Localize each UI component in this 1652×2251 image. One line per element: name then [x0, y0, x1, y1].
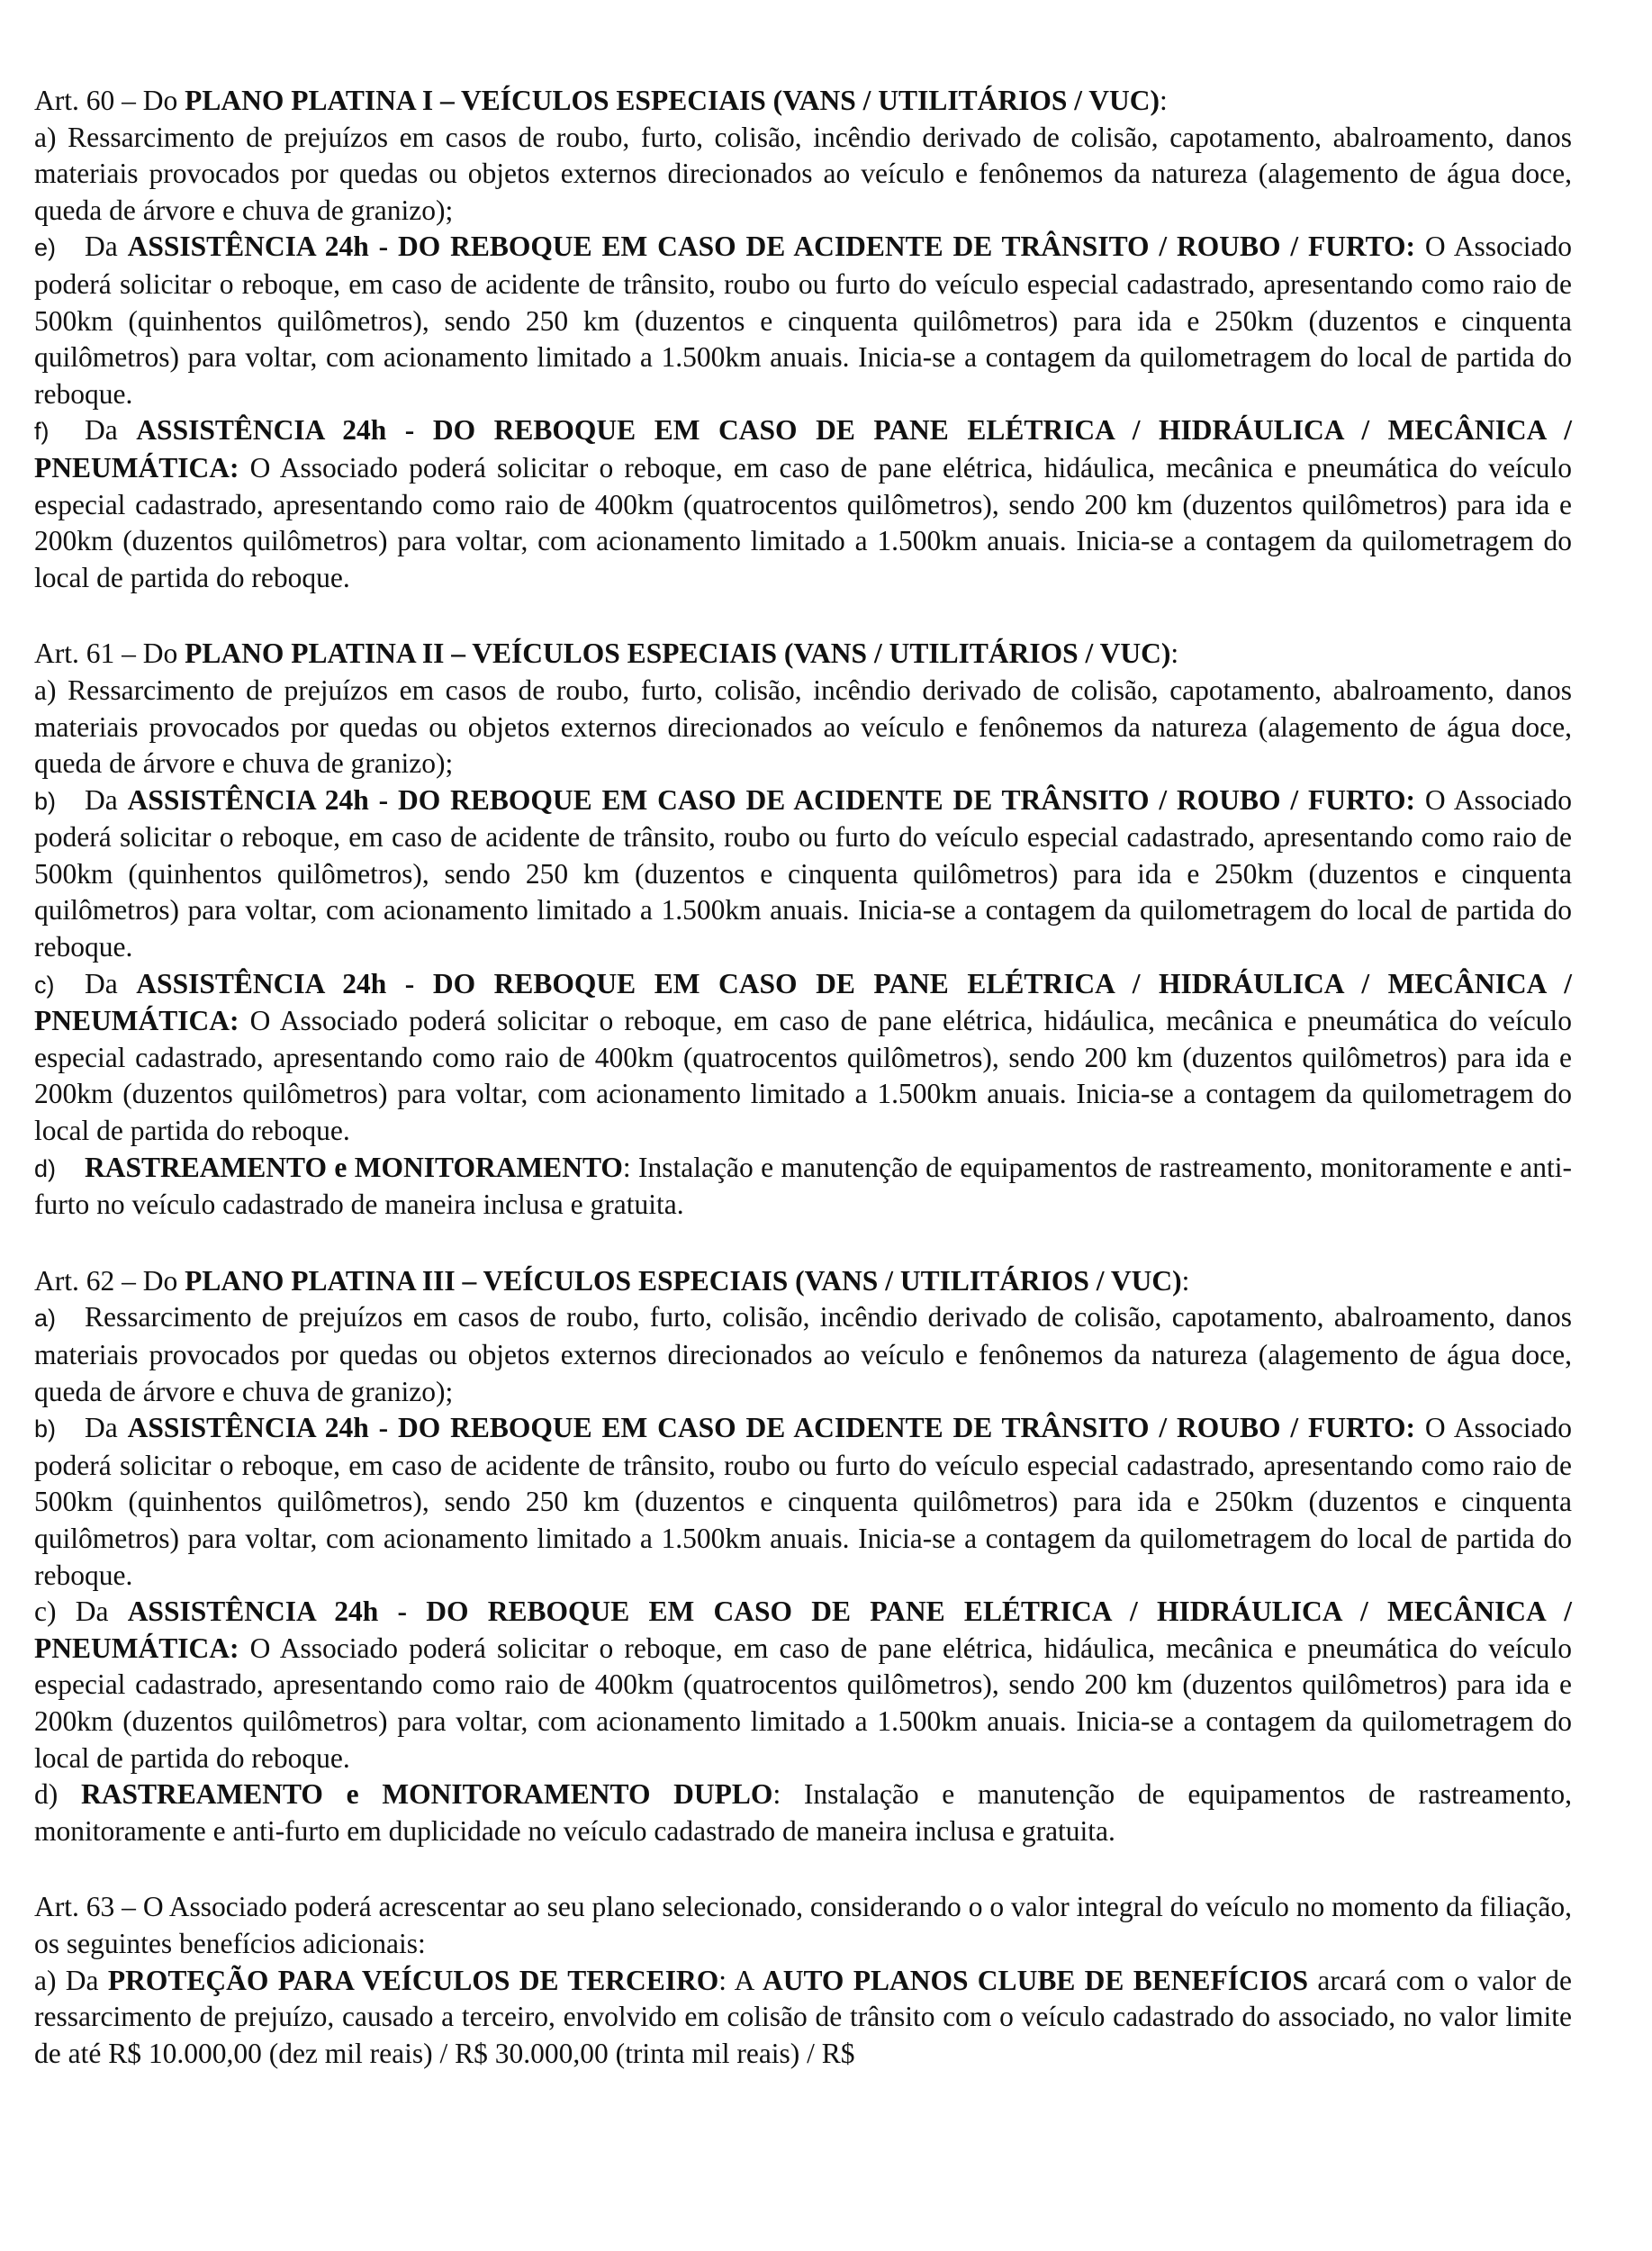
section-gap — [34, 1849, 1572, 1889]
item-text: O Associado poderá solicitar o reboque, em caso de pane elétrica, hidáulica, mecânica e pneumática do veículo especial cadastrado, apresentando como raio de 400km (quatrocentos quilômetros), sendo 200 km (duzentos quilômetros) para ida e 200km (duzentos quilômetros) para voltar, com acionamento limitado a 1.500km anuais. Inicia-se a contagem da quilometragem do local de partida do reboque. — [34, 451, 1572, 593]
item-marker: c) Da — [34, 1596, 128, 1628]
art61-prefix: Art. 61 – Do — [34, 637, 185, 670]
item-bold: ASSISTÊNCIA 24h - DO REBOQUE EM CASO DE ACIDENTE DE TRÂNSITO / ROUBO / FURTO: — [127, 783, 1416, 816]
art61-heading — [34, 636, 1572, 673]
item-marker: a) Da — [34, 1964, 108, 1996]
item-lead: Da — [85, 414, 137, 447]
item-bold: ASSISTÊNCIA 24h - DO REBOQUE EM CASO DE ACIDENTE DE TRÂNSITO / ROUBO / FURTO: — [127, 1412, 1416, 1444]
art60-item-f — [34, 412, 1572, 596]
item-lead: Da — [85, 1412, 128, 1444]
item-bold: RASTREAMENTO e MONITORAMENTO DUPLO — [80, 1778, 773, 1811]
item-text: O Associado poderá solicitar o reboque, em caso de pane elétrica, hidáulica, mecânica e pneumática do veículo especial cadastrado, apresentando como raio de 400km (quatrocentos quilômetros), sendo 200 km (duzentos quilômetros) para ida e 200km (duzentos quilômetros) para voltar, com acionamento limitado a 1.500km anuais. Inicia-se a contagem da quilometragem do local de partida do reboque. — [34, 1632, 1572, 1774]
item-marker: f) — [34, 418, 50, 446]
item-mid: : A — [718, 1964, 763, 1996]
art60-colon: : — [1160, 85, 1168, 116]
art61-title: PLANO PLATINA II – VEÍCULOS ESPECIAIS (VANS / UTILITÁRIOS / VUC) — [185, 637, 1171, 670]
art63-intro: Art. 63 – O Associado poderá acrescentar ao seu plano selecionado, considerando o o valor integral do veículo no momento da filiação, os seguintes benefícios adicionais: — [34, 1891, 1572, 1959]
item-bold: ASSISTÊNCIA 24h - DO REBOQUE EM CASO DE PANE ELÉTRICA / HIDRÁULICA / MECÂNICA / PNEUMÁTICA: — [34, 1596, 1572, 1664]
art62-heading — [34, 1263, 1572, 1300]
item-marker: c) — [34, 971, 55, 999]
item-text: : Instalação e manutenção de equipamentos de rastreamento, monitoramente e anti-furto no veículo cadastrado de maneira inclusa e gratuita. — [34, 1151, 1572, 1221]
art63-item-a — [34, 1963, 1572, 2073]
item-marker: a) — [34, 1305, 57, 1333]
item-text: O Associado poderá solicitar o reboque, em caso de acidente de trânsito, roubo ou furto do veículo especial cadastrado, apresentando como raio de 500km (quinhentos quilômetros), sendo 250 km (duzentos e cinquenta quilômetros) para ida e 250km (duzentos e cinquenta quilômetros) para voltar, com acionamento limitado a 1.500km anuais. Inicia-se a contagem da quilometragem do local de partida do reboque. — [34, 783, 1572, 963]
item-bold: RASTREAMENTO e MONITORAMENTO — [85, 1151, 623, 1183]
item-bold: ASSISTÊNCIA 24h - DO REBOQUE EM CASO DE PANE ELÉTRICA / HIDRÁULICA / MECÂNICA / PNEUMÁTICA: — [34, 414, 1572, 484]
art61-item-b — [34, 782, 1572, 966]
item-text: O Associado poderá solicitar o reboque, em caso de acidente de trânsito, roubo ou furto do veículo especial cadastrado, apresentando como raio de 500km (quinhentos quilômetros), sendo 250 km (duzentos e cinquenta quilômetros) para ida e 250km (duzentos e cinquenta quilômetros) para voltar, com acionamento limitado a 1.500km anuais. Inicia-se a contagem da quilometragem do local de partida do reboque. — [34, 231, 1572, 410]
item-text: arcará com o valor de ressarcimento de prejuízo, causado a terceiro, envolvido em colisão de trânsito com o veículo cadastrado do associado, no valor limite de até R$ 10.000,00 (dez mil reais) / R$ 30.000,00 (trinta mil reais) / R$ — [34, 1964, 1573, 2069]
item-lead: Da — [85, 967, 137, 999]
item-marker: b) — [34, 1415, 57, 1443]
item-bold: PROTEÇÃO PARA VEÍCULOS DE TERCEIRO — [107, 1964, 719, 1996]
item-text: Ressarcimento de prejuízos em casos de roubo, furto, colisão, incêndio derivado de colisão, capotamento, abalroamento, danos materiais provocados por quedas ou objetos externos direcionados ao veículo e fenônemos da natureza (alagemento de água doce, queda de árvore e chuva de granizo); — [34, 673, 1573, 780]
art62-colon: : — [1181, 1264, 1190, 1297]
item-marker: b) — [34, 787, 57, 815]
item-lead: Da — [85, 231, 128, 263]
art62-item-d — [34, 1776, 1572, 1849]
art62-item-c — [34, 1594, 1572, 1776]
art61-colon: : — [1170, 637, 1179, 670]
item-marker: e) — [34, 234, 57, 262]
item-text: Ressarcimento de prejuízos em casos de roubo, furto, colisão, incêndio derivado de colisão, capotamento, abalroamento, danos materiais provocados por quedas ou objetos externos direcionados ao veículo e fenônemos da natureza (alagemento de água doce, queda de árvore e chuva de granizo); — [34, 1301, 1572, 1407]
item-marker: a) — [34, 673, 57, 706]
item-text: O Associado poderá solicitar o reboque, em caso de pane elétrica, hidáulica, mecânica e pneumática do veículo especial cadastrado, apresentando como raio de 400km (quatrocentos quilômetros), sendo 200 km (duzentos quilômetros) para ida e 200km (duzentos quilômetros) para voltar, com acionamento limitado a 1.500km anuais. Inicia-se a contagem da quilometragem do local de partida do reboque. — [34, 1005, 1572, 1147]
item-text: O Associado poderá solicitar o reboque, em caso de acidente de trânsito, roubo ou furto do veículo especial cadastrado, apresentando como raio de 500km (quinhentos quilômetros), sendo 250 km (duzentos e cinquenta quilômetros) para ida e 250km (duzentos e cinquenta quilômetros) para voltar, com acionamento limitado a 1.500km anuais. Inicia-se a contagem da quilometragem do local de partida do reboque. — [34, 1412, 1572, 1591]
section-gap — [34, 1224, 1572, 1263]
item-marker: a) — [34, 121, 57, 153]
art60-item-e — [34, 229, 1572, 412]
art62-prefix: Art. 62 – Do — [34, 1264, 185, 1297]
art60-title: PLANO PLATINA I – VEÍCULOS ESPECIAIS (VANS / UTILITÁRIOS / VUC) — [185, 85, 1160, 116]
art61-item-c — [34, 966, 1572, 1150]
art60-heading — [34, 83, 1572, 120]
art60-item-a — [34, 120, 1572, 230]
item-text: : Instalação e manutenção de equipamentos de rastreamento, monitoramente e anti-furto em duplicidade no veículo cadastrado de maneira inclusa e gratuita. — [34, 1778, 1572, 1847]
item-bold: ASSISTÊNCIA 24h - DO REBOQUE EM CASO DE ACIDENTE DE TRÂNSITO / ROUBO / FURTO: — [127, 231, 1416, 263]
art62-title: PLANO PLATINA III – VEÍCULOS ESPECIAIS (VANS / UTILITÁRIOS / VUC) — [185, 1264, 1182, 1297]
item-bold-company: AUTO PLANOS CLUBE DE BENEFÍCIOS — [762, 1964, 1309, 1996]
art62-item-b — [34, 1410, 1572, 1594]
art62-item-a — [34, 1299, 1572, 1410]
document-page — [34, 83, 1572, 2072]
art60-prefix: Art. 60 – Do — [34, 85, 185, 116]
item-marker: d) — [34, 1154, 57, 1182]
item-bold: ASSISTÊNCIA 24h - DO REBOQUE EM CASO DE PANE ELÉTRICA / HIDRÁULICA / MECÂNICA / PNEUMÁTICA: — [34, 967, 1572, 1037]
art61-item-a — [34, 673, 1572, 782]
art61-item-d — [34, 1150, 1572, 1224]
section-gap — [34, 596, 1572, 636]
item-lead: Da — [85, 783, 128, 816]
item-marker: d) — [34, 1778, 81, 1811]
item-text: Ressarcimento de prejuízos em casos de roubo, furto, colisão, incêndio derivado de colisão, capotamento, abalroamento, danos materiais provocados por quedas ou objetos externos direcionados ao veículo e fenônemos da natureza (alagemento de água doce, queda de árvore e chuva de granizo); — [34, 121, 1573, 226]
